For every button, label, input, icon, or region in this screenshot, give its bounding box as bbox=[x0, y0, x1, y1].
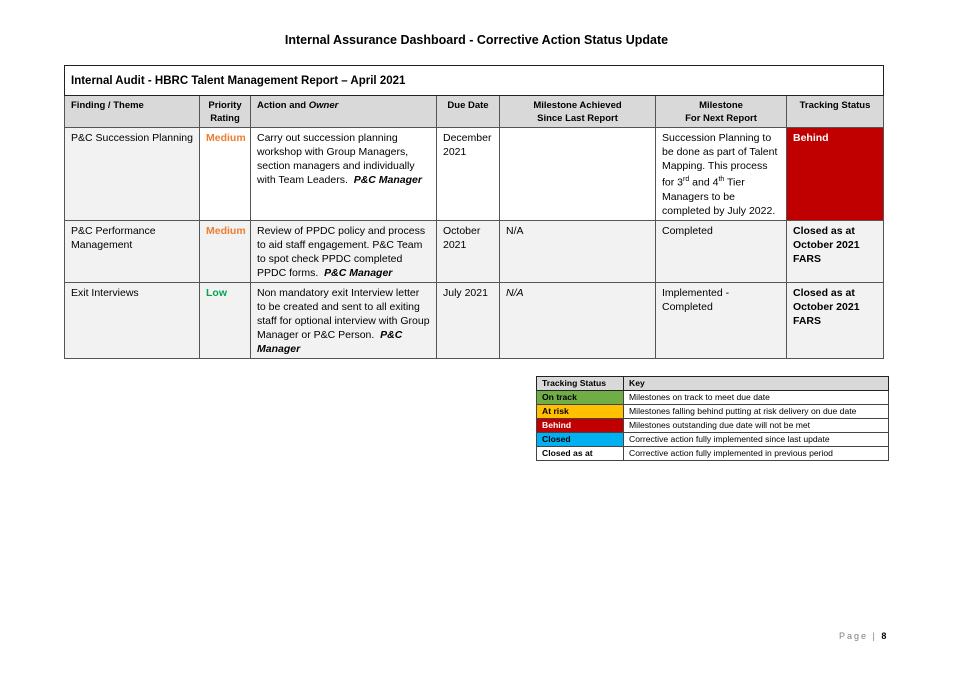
key-status-closed: Closed bbox=[537, 433, 624, 447]
key-header-key: Key bbox=[624, 377, 889, 391]
header-priority: Priority Rating bbox=[200, 96, 251, 128]
page-number: 8 bbox=[881, 631, 887, 641]
milestone-next-cell: Completed bbox=[656, 220, 787, 282]
milestone-next-cell: Implemented - Completed bbox=[656, 282, 787, 358]
milestone-achieved-cell: N/A bbox=[500, 220, 656, 282]
status-badge: Closed as at October 2021 FARS bbox=[787, 282, 884, 358]
status-key-table bbox=[536, 376, 889, 461]
report-caption: Internal Audit - HBRC Talent Management Report – April 2021 bbox=[65, 66, 884, 96]
action-cell: Carry out succession planning workshop with Group Managers, section managers and individually with Team Leaders. P&C Manager bbox=[251, 128, 437, 221]
key-description: Corrective action fully implemented in previous period bbox=[624, 447, 889, 461]
priority-cell: Medium bbox=[200, 220, 251, 282]
key-header-status: Tracking Status bbox=[537, 377, 624, 391]
key-status-closed-as-at: Closed as at bbox=[537, 447, 624, 461]
key-row bbox=[537, 419, 889, 433]
key-description: Milestones outstanding due date will not be met bbox=[624, 419, 889, 433]
action-cell: Non mandatory exit Interview letter to be created and sent to all exiting staff for optional interview with Group Manager or P&C Person. P&C Manager bbox=[251, 282, 437, 358]
key-status-on-track: On track bbox=[537, 391, 624, 405]
status-badge: Closed as at October 2021 FARS bbox=[787, 220, 884, 282]
finding-cell: P&C Succession Planning bbox=[65, 128, 200, 221]
page-footer: Page | 8 bbox=[839, 631, 887, 641]
due-date-cell: July 2021 bbox=[437, 282, 500, 358]
key-row bbox=[537, 405, 889, 419]
action-cell: Review of PPDC policy and process to aid staff engagement. P&C Team to spot check PPDC completed PPDC forms. P&C Manager bbox=[251, 220, 437, 282]
due-date-cell: December 2021 bbox=[437, 128, 500, 221]
header-tracking-status: Tracking Status bbox=[787, 96, 884, 128]
table-row bbox=[65, 128, 884, 221]
header-finding: Finding / Theme bbox=[65, 96, 200, 128]
key-status-behind: Behind bbox=[537, 419, 624, 433]
table-row bbox=[65, 220, 884, 282]
page-title: Internal Assurance Dashboard - Corrective Action Status Update bbox=[284, 33, 669, 47]
header-due-date: Due Date bbox=[437, 96, 500, 128]
table-header-row bbox=[65, 96, 884, 128]
priority-cell: Low bbox=[200, 282, 251, 358]
due-date-cell: October 2021 bbox=[437, 220, 500, 282]
key-row bbox=[537, 391, 889, 405]
header-milestone-next: Milestone For Next Report bbox=[656, 96, 787, 128]
key-description: Milestones on track to meet due date bbox=[624, 391, 889, 405]
table-row bbox=[65, 282, 884, 358]
key-row bbox=[537, 447, 889, 461]
corrective-action-table bbox=[64, 65, 884, 359]
key-description: Milestones falling behind putting at risk delivery on due date bbox=[624, 405, 889, 419]
priority-cell: Medium bbox=[200, 128, 251, 221]
header-milestone-achieved: Milestone Achieved Since Last Report bbox=[500, 96, 656, 128]
status-badge: Behind bbox=[787, 128, 884, 221]
milestone-next-cell: Succession Planning to be done as part of Talent Mapping. This process for 3rd and 4th Tier Managers to be completed by July 2022. bbox=[656, 128, 787, 221]
key-status-at-risk: At risk bbox=[537, 405, 624, 419]
header-action: Action and Owner bbox=[251, 96, 437, 128]
finding-cell: P&C Performance Management bbox=[65, 220, 200, 282]
milestone-achieved-cell: N/A bbox=[500, 282, 656, 358]
milestone-achieved-cell bbox=[500, 128, 656, 221]
key-description: Corrective action fully implemented since last update bbox=[624, 433, 889, 447]
key-row bbox=[537, 433, 889, 447]
finding-cell: Exit Interviews bbox=[65, 282, 200, 358]
page-label: Page bbox=[839, 631, 869, 641]
